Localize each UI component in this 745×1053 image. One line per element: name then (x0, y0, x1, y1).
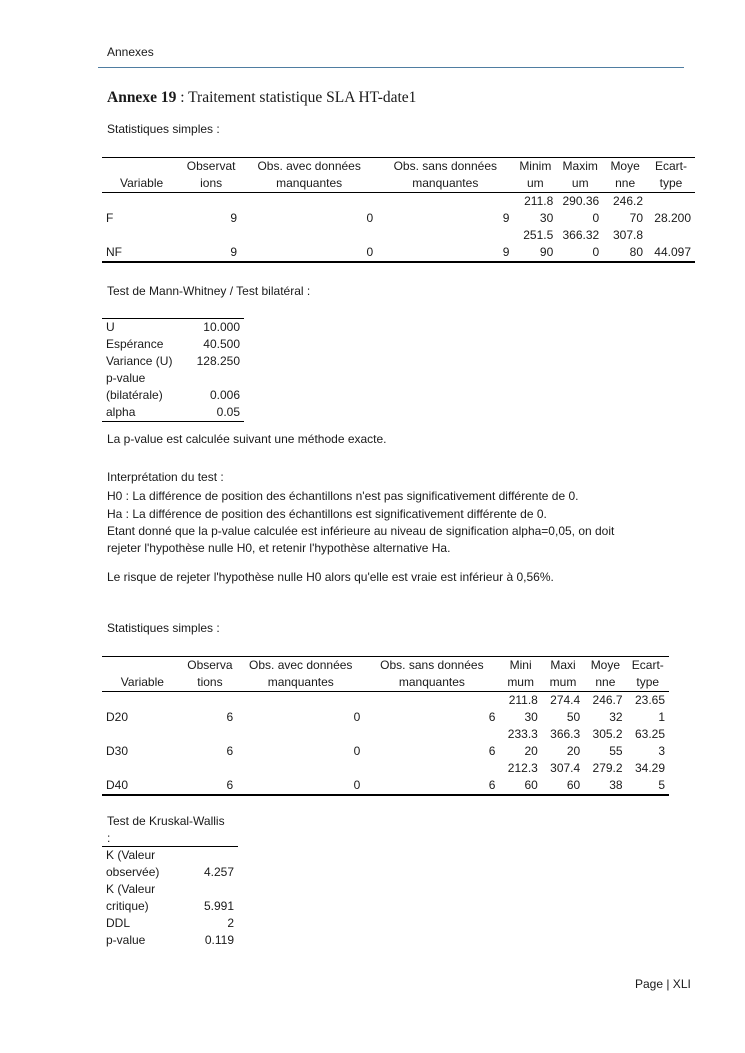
col-header-min: Mini mum (507, 658, 534, 689)
header-divider (98, 67, 684, 68)
table-row (102, 227, 695, 262)
cell-min: 211.8 30 (524, 194, 554, 225)
cell-key: p-value (106, 933, 146, 947)
cell-value: 40.500 (203, 337, 240, 351)
cell-missing: 0 (353, 744, 361, 758)
annex-title (107, 89, 416, 107)
annex-subtitle: : Traitement statistique SLA HT-date1 (176, 89, 417, 106)
cell-missing: 0 (366, 211, 374, 225)
risk-statement: Le risque de rejeter l'hypothèse nulle H0 alors qu'elle est vraie est inférieur à 0,56%. (107, 570, 554, 584)
cell-missing: 0 (353, 710, 361, 724)
table-row (102, 370, 244, 404)
cell-key: K (Valeur critique) (106, 882, 156, 913)
cell-key: p-value (bilatérale) (106, 371, 163, 402)
annex-number: Annexe 19 (107, 89, 177, 106)
cell-sd: 34.29 5 (634, 761, 665, 792)
col-header-missing: Obs. avec données manquantes (257, 159, 361, 190)
col-header-missing: Obs. avec données manquantes (249, 658, 353, 689)
cell-sd: 44.097 (654, 245, 691, 259)
conclusion-line-1: Etant donné que la p-value calculée est inférieure au niveau de signification alpha=0,05, on doit (107, 524, 615, 538)
cell-observations: 9 (230, 211, 238, 225)
col-header-non-missing: Obs. sans données manquantes (393, 159, 497, 190)
mann-whitney-note: La p-value est calculée suivant une méthode exacte. (107, 432, 387, 446)
cell-key: U (106, 320, 115, 334)
cell-variable: F (106, 211, 114, 225)
table-row (102, 692, 669, 727)
cell-non-missing: 6 (488, 710, 496, 724)
table-header-row (102, 657, 669, 692)
table-row (102, 760, 669, 795)
cell-variable: D40 (106, 778, 129, 792)
col-header-observations: Observa tions (187, 658, 233, 689)
col-header-variable: Variable (120, 675, 164, 689)
mann-whitney-label: Test de Mann-Whitney / Test bilatéral : (107, 284, 311, 298)
section1-label: Statistiques simples : (107, 122, 220, 136)
cell-key: K (Valeur observée) (106, 848, 160, 879)
cell-value: 0.006 (209, 388, 240, 402)
cell-missing: 0 (366, 245, 374, 259)
kruskal-wallis-label: Test de Kruskal-Wallis : (107, 814, 225, 845)
page-header: Annexes (107, 45, 154, 59)
cell-value: 0.05 (216, 405, 240, 419)
col-header-mean: Moye nne (610, 159, 640, 190)
cell-sd: 23.65 1 (634, 693, 665, 724)
cell-key: Espérance (106, 337, 164, 351)
cell-value: 4.257 (203, 865, 234, 879)
col-header-mean: Moye nne (590, 658, 621, 689)
cell-value: 128.250 (196, 354, 240, 368)
table-row (102, 319, 244, 337)
table-row (102, 932, 238, 949)
cell-max: 290.36 0 (562, 194, 600, 225)
table-row (102, 847, 238, 882)
kruskal-wallis-table (102, 846, 238, 949)
cell-min: 251.5 90 (523, 228, 554, 259)
cell-key: Variance (U) (106, 354, 173, 368)
table-header-row (102, 158, 695, 193)
cell-min: 211.8 30 (508, 693, 538, 724)
hypothesis-ha: Ha : La différence de position des échantillons est significativement différente de 0. (107, 507, 547, 521)
table-row (102, 915, 238, 932)
cell-observations: 6 (226, 778, 234, 792)
cell-non-missing: 6 (488, 744, 496, 758)
table-row (102, 193, 695, 228)
col-header-sd: Ecart- type (655, 159, 688, 190)
col-header-max: Maxi mum (549, 658, 577, 689)
cell-max: 274.4 50 (550, 693, 581, 724)
cell-key: DDL (106, 916, 131, 930)
cell-non-missing: 9 (502, 211, 510, 225)
col-header-variable: Variable (120, 176, 164, 190)
cell-observations: 6 (226, 710, 234, 724)
table-row (102, 881, 238, 915)
section2-label: Statistiques simples : (107, 621, 220, 635)
cell-sd: 28.200 (654, 211, 691, 225)
cell-mean: 246.2 70 (613, 194, 644, 225)
cell-max: 366.3 20 (550, 727, 581, 758)
cell-observations: 9 (230, 245, 238, 259)
cell-non-missing: 9 (502, 245, 510, 259)
col-header-max: Maxim um (562, 159, 598, 190)
cell-mean: 279.2 38 (592, 761, 623, 792)
cell-value: 0.119 (204, 933, 234, 947)
col-header-sd: Ecart- type (631, 658, 664, 689)
col-header-min: Minim um (519, 159, 552, 190)
cell-min: 212.3 60 (507, 761, 538, 792)
simple-stats-table-1 (102, 157, 695, 263)
cell-min: 233.3 20 (507, 727, 538, 758)
cell-observations: 6 (226, 744, 234, 758)
cell-key: alpha (106, 405, 136, 419)
cell-value: 5.991 (203, 899, 234, 913)
table-row (102, 726, 669, 760)
cell-value: 2 (227, 916, 234, 930)
cell-variable: NF (106, 245, 122, 259)
cell-mean: 305.2 55 (592, 727, 623, 758)
cell-non-missing: 6 (488, 778, 496, 792)
cell-variable: D20 (106, 710, 129, 724)
cell-value: 10.000 (203, 320, 240, 334)
cell-max: 366.32 0 (562, 228, 600, 259)
hypothesis-h0: H0 : La différence de position des échantillons n'est pas significativement différente de 0. (107, 489, 579, 503)
cell-sd: 63.25 3 (634, 727, 665, 758)
cell-max: 307.4 60 (550, 761, 581, 792)
cell-variable: D30 (106, 744, 129, 758)
interpretation-title: Interprétation du test : (107, 470, 224, 484)
table-row (102, 353, 244, 370)
cell-mean: 246.7 32 (592, 693, 623, 724)
page-number: Page | XLI (635, 977, 691, 991)
col-header-observations: Observat ions (186, 159, 236, 190)
cell-mean: 307.8 80 (613, 228, 644, 259)
simple-stats-table-2 (102, 656, 669, 796)
conclusion-line-2: rejeter l'hypothèse nulle H0, et retenir l'hypothèse alternative Ha. (107, 541, 451, 555)
mann-whitney-table (102, 318, 244, 422)
col-header-non-missing: Obs. sans données manquantes (380, 658, 484, 689)
table-row (102, 336, 244, 353)
cell-missing: 0 (353, 778, 361, 792)
table-row (102, 404, 244, 422)
